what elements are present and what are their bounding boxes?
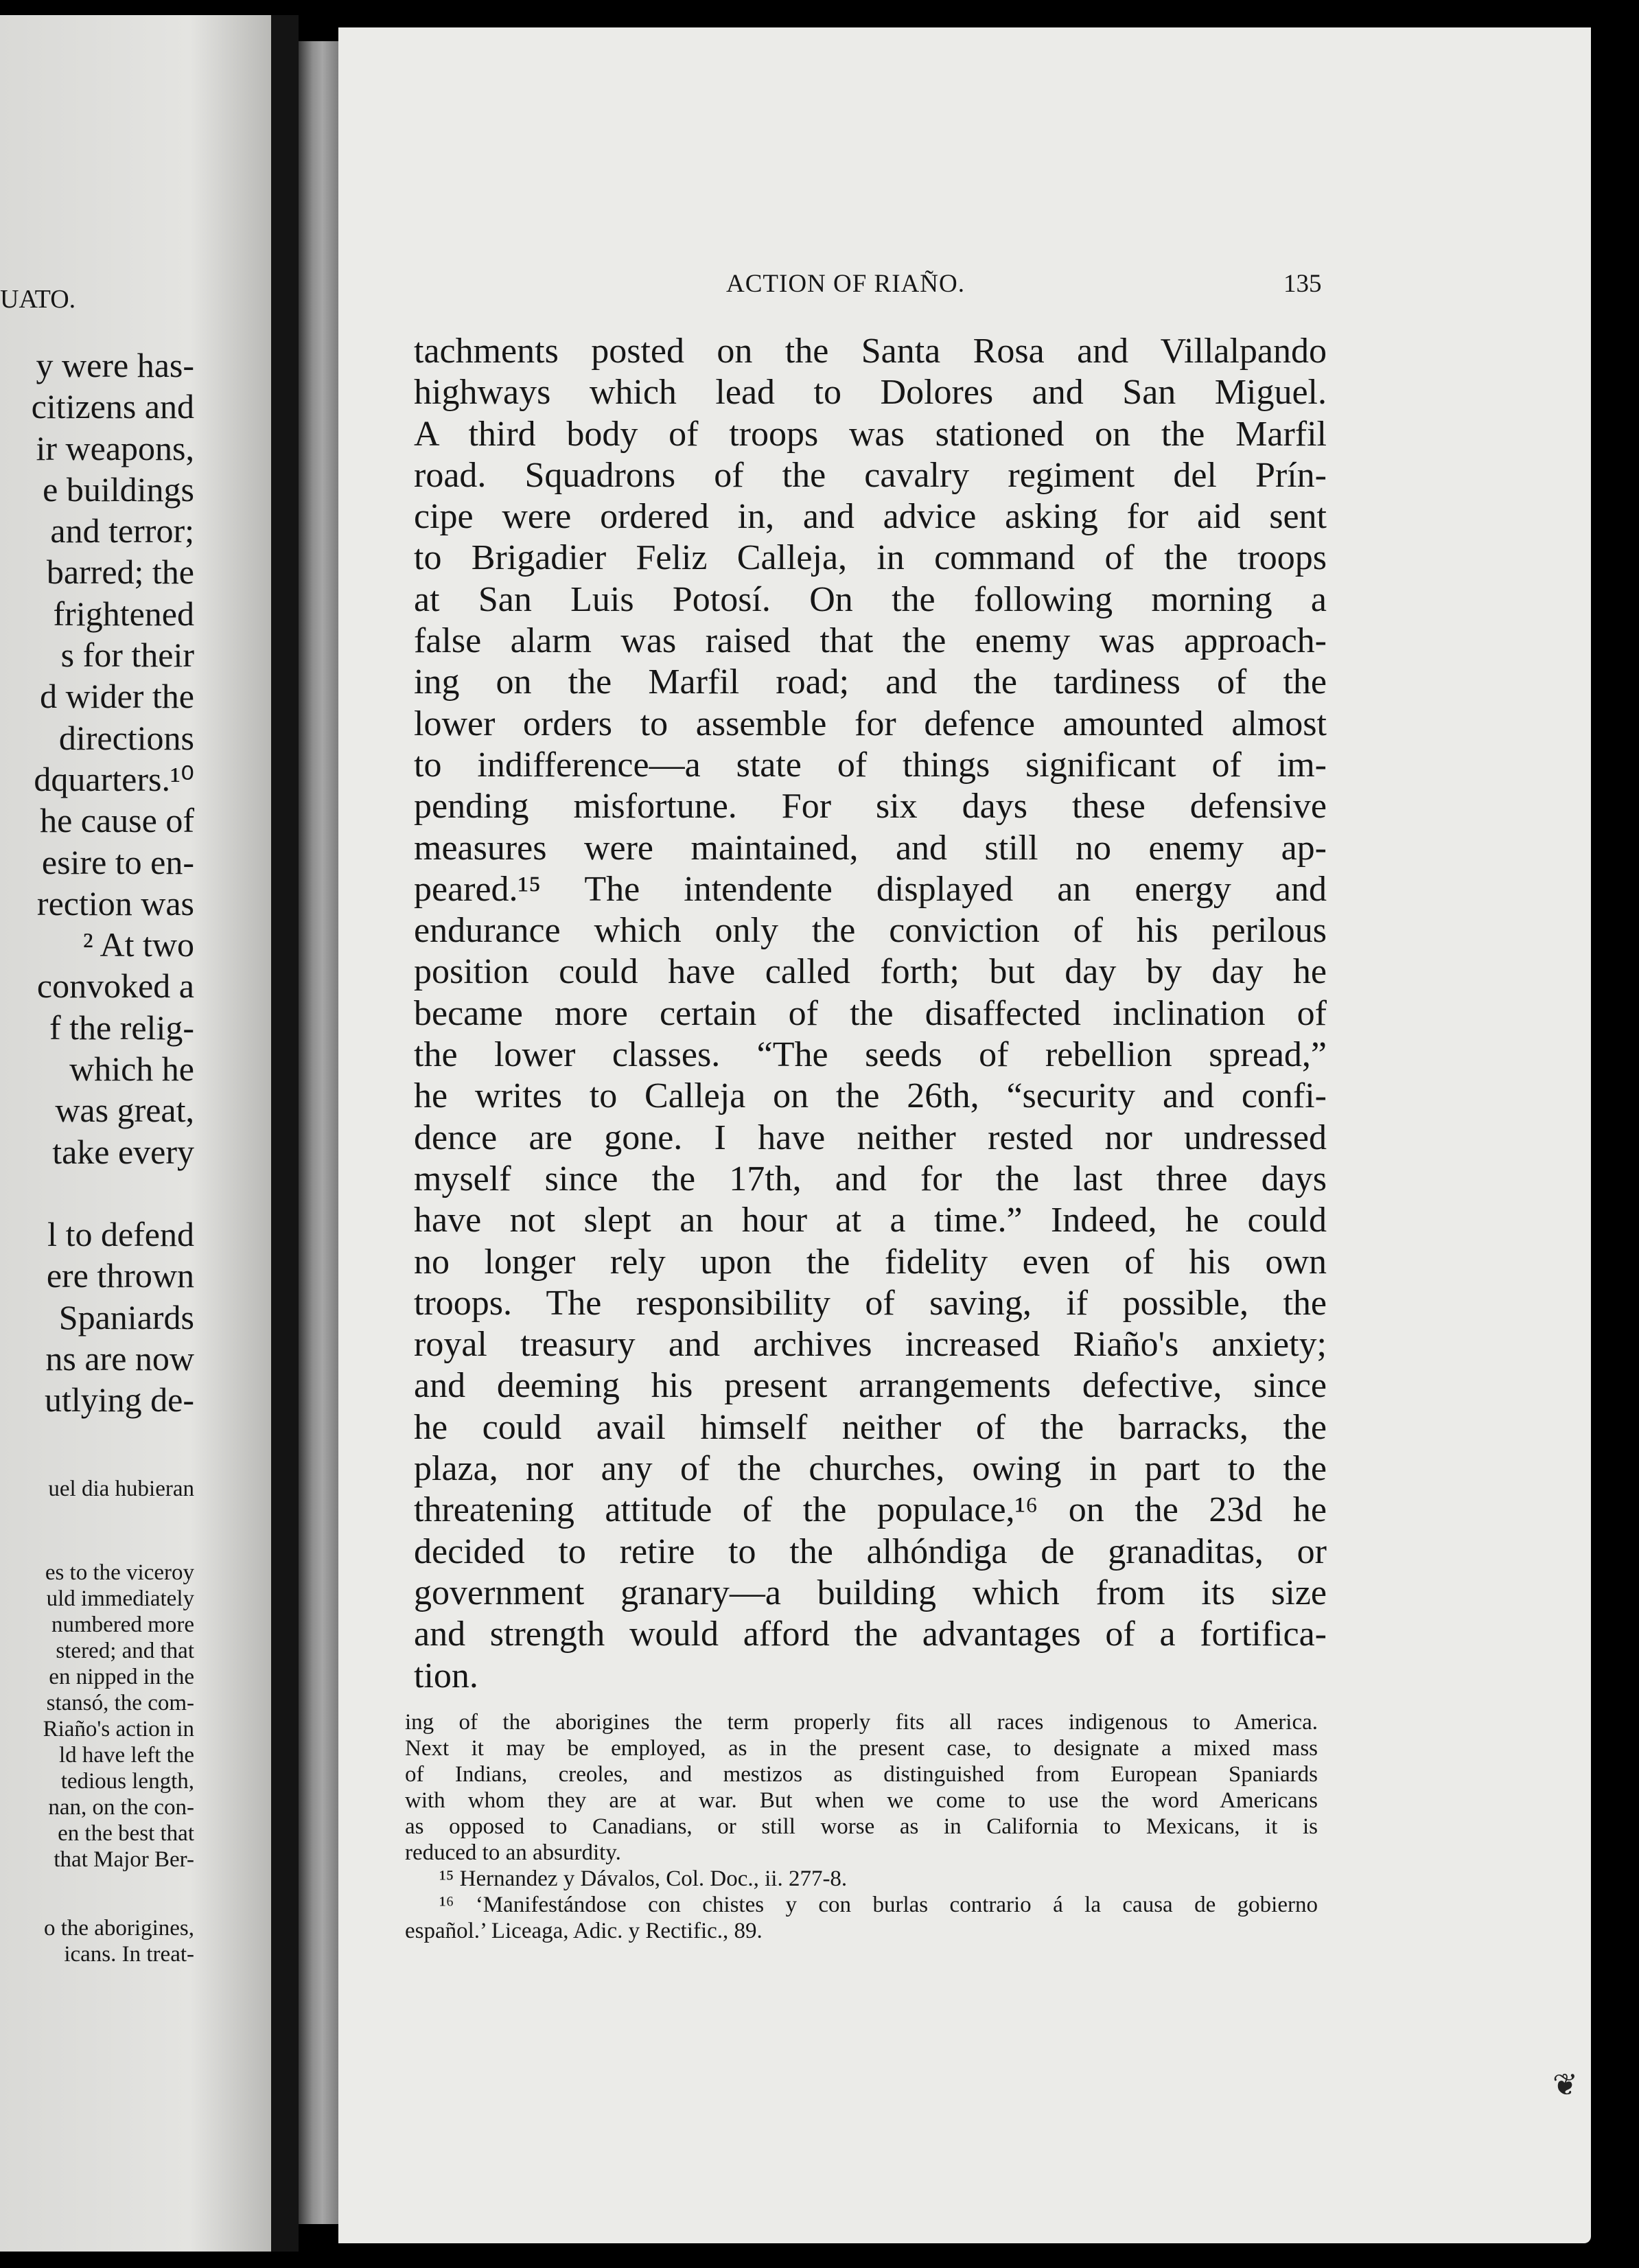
text-line: barred; the	[46, 553, 194, 592]
text-line: as opposed to Canadians, or still worse as in California to Mexicans, it is	[405, 1814, 1318, 1839]
text-line: he writes to Calleja on the 26th, “security and confi-	[414, 1076, 1327, 1116]
text-line: ld have left the	[58, 1743, 194, 1768]
text-line: citizens and	[31, 387, 194, 426]
text-line: peared.¹⁵ The intendente displayed an energy and	[414, 869, 1327, 909]
text-line: at San Luis Potosí. On the following morning a	[414, 579, 1327, 619]
book-gutter-shadow	[271, 15, 299, 2252]
text-line: ir weapons,	[36, 428, 194, 467]
text-line: tion.	[414, 1656, 478, 1696]
text-line: convoked a	[36, 967, 194, 1006]
text-line: uld immediately	[46, 1586, 194, 1611]
text-line: highways which lead to Dolores and San Miguel.	[414, 373, 1327, 413]
text-line: A third body of troops was stationed on the Marfil	[414, 414, 1327, 454]
left-page-note-c	[44, 1915, 194, 1967]
text-line: which he	[69, 1050, 194, 1089]
text-line: to Brigadier Feliz Calleja, in command of the troops	[414, 538, 1327, 578]
text-line: esire to en-	[41, 842, 194, 881]
text-line: ing on the Marfil road; and the tardiness of the	[414, 662, 1327, 702]
text-line: ing of the aborigines the term properly fits all races indigenous to America.	[405, 1710, 1318, 1735]
left-page-text	[32, 345, 194, 1420]
footnote-15: ¹⁵ Hernandez y Dávalos, Col. Doc., ii. 277-8.	[439, 1866, 848, 1891]
body-text	[414, 331, 1327, 1697]
text-line: tedious length,	[60, 1769, 194, 1794]
text-line: ² At two	[82, 925, 194, 964]
text-line: and deeming his present arrangements defective, since	[414, 1366, 1327, 1406]
text-line: dquarters.¹⁰	[34, 759, 194, 798]
text-line: he cause of	[40, 801, 194, 840]
text-line: stansó, the com-	[46, 1691, 194, 1715]
left-page-note-a	[48, 1476, 194, 1502]
text-line: decided to retire to the alhóndiga de granaditas, or	[414, 1531, 1327, 1571]
text-line: take every	[52, 1132, 194, 1171]
text-line: en the best that	[58, 1821, 194, 1846]
text-line: s for their	[60, 636, 194, 675]
text-line: numbered more	[51, 1612, 194, 1637]
footnote-16	[405, 1892, 1318, 1944]
text-line: was great,	[55, 1091, 194, 1130]
left-page-running-head: UATO.	[0, 285, 76, 314]
text-line: rection was	[36, 883, 194, 923]
text-line: stered; and that	[56, 1639, 194, 1663]
text-line: measures were maintained, and still no enemy ap-	[414, 828, 1327, 868]
text-line: y were has-	[36, 346, 194, 384]
text-line: utlying de-	[44, 1380, 194, 1420]
running-head: ACTION OF RIAÑO.	[726, 270, 965, 298]
text-line: uel dia hubieran	[48, 1477, 194, 1501]
page-edge-mark: ❦	[1553, 2068, 1578, 2103]
text-line: endurance which only the conviction of his perilous	[414, 911, 1327, 951]
page-number: 135	[1283, 270, 1322, 298]
footnotes	[405, 1709, 1318, 1944]
text-line: ns are now	[45, 1339, 194, 1378]
text-line: royal treasury and archives increased Riaño's anxiety;	[414, 1325, 1327, 1365]
text-line: and terror;	[50, 511, 194, 551]
text-line: cipe were ordered in, and advice asking for aid sent	[414, 497, 1327, 537]
text-line: e buildings	[43, 470, 194, 509]
text-line: of Indians, creoles, and mestizos as distinguished from European Spaniards	[405, 1762, 1318, 1787]
text-line: Spaniards	[58, 1297, 194, 1336]
text-line: threatening attitude of the populace,¹⁶ on the 23d he	[414, 1490, 1327, 1530]
text-line: reduced to an absurdity.	[405, 1840, 621, 1865]
text-line: Next it may be employed, as in the present case, to designate a mixed mass	[405, 1736, 1318, 1761]
book-gutter-edge	[299, 41, 338, 2224]
text-line: no longer rely upon the fidelity even of his own	[414, 1242, 1327, 1282]
text-line: he could avail himself neither of the barracks, the	[414, 1407, 1327, 1447]
text-line: en nipped in the	[49, 1665, 194, 1689]
text-line: position could have called forth; but day by day he	[414, 952, 1327, 992]
text-line: f the relig-	[49, 1008, 194, 1047]
left-page-note-b	[43, 1560, 194, 1873]
text-line: tachments posted on the Santa Rosa and Villalpando	[414, 332, 1327, 371]
text-line: o the aborigines,	[43, 1916, 194, 1941]
text-line: ere thrown	[46, 1256, 194, 1295]
text-line	[32, 1172, 194, 1214]
text-line: became more certain of the disaffected inclination of	[414, 993, 1327, 1033]
text-line: Riaño's action in	[43, 1717, 194, 1741]
text-line: pending misfortune. For six days these defensive	[414, 787, 1327, 826]
text-line: nan, on the con-	[48, 1795, 194, 1820]
text-line: troops. The responsibility of saving, if possible, the	[414, 1283, 1327, 1323]
left-facing-page	[0, 15, 271, 2252]
text-line: lower orders to assemble for defence amounted almost	[414, 704, 1327, 743]
text-line: have not slept an hour at a time.” Indeed, he could	[414, 1201, 1327, 1240]
text-line: road. Squadrons of the cavalry regiment del Prín-	[414, 455, 1327, 495]
text-line: icans. In treat-	[64, 1942, 194, 1967]
text-line: and strength would afford the advantages of a fortifica-	[414, 1615, 1327, 1654]
text-line: frightened	[53, 594, 194, 633]
text-line: false alarm was raised that the enemy was approach-	[414, 621, 1327, 661]
text-line: d wider the	[40, 677, 194, 716]
text-line: es to the viceroy	[45, 1560, 194, 1585]
text-line: plaza, nor any of the churches, owing in part to the	[414, 1449, 1327, 1489]
text-line: l to defend	[47, 1214, 194, 1253]
text-line: directions	[58, 718, 194, 757]
text-line: the lower classes. “The seeds of rebellion spread,”	[414, 1035, 1327, 1075]
text-line: government granary—a building which from its size	[414, 1573, 1327, 1612]
footnote-16-line: español.’ Liceaga, Adic. y Rectific., 89.	[405, 1919, 763, 1943]
text-line: dence are gone. I have neither rested nor undressed	[414, 1118, 1327, 1157]
text-line: myself since the 17th, and for the last three days	[414, 1159, 1327, 1199]
text-line: that Major Ber-	[54, 1847, 194, 1872]
footnote-16-line: ¹⁶ ‘Manifestándose con chistes y con burlas contrario á la causa de gobierno	[439, 1893, 1318, 1917]
text-line: with whom they are at war. But when we come to use the word Americans	[405, 1788, 1318, 1813]
footnote-continuation	[405, 1709, 1318, 1866]
text-line: to indifference—a state of things significant of im-	[414, 745, 1327, 785]
